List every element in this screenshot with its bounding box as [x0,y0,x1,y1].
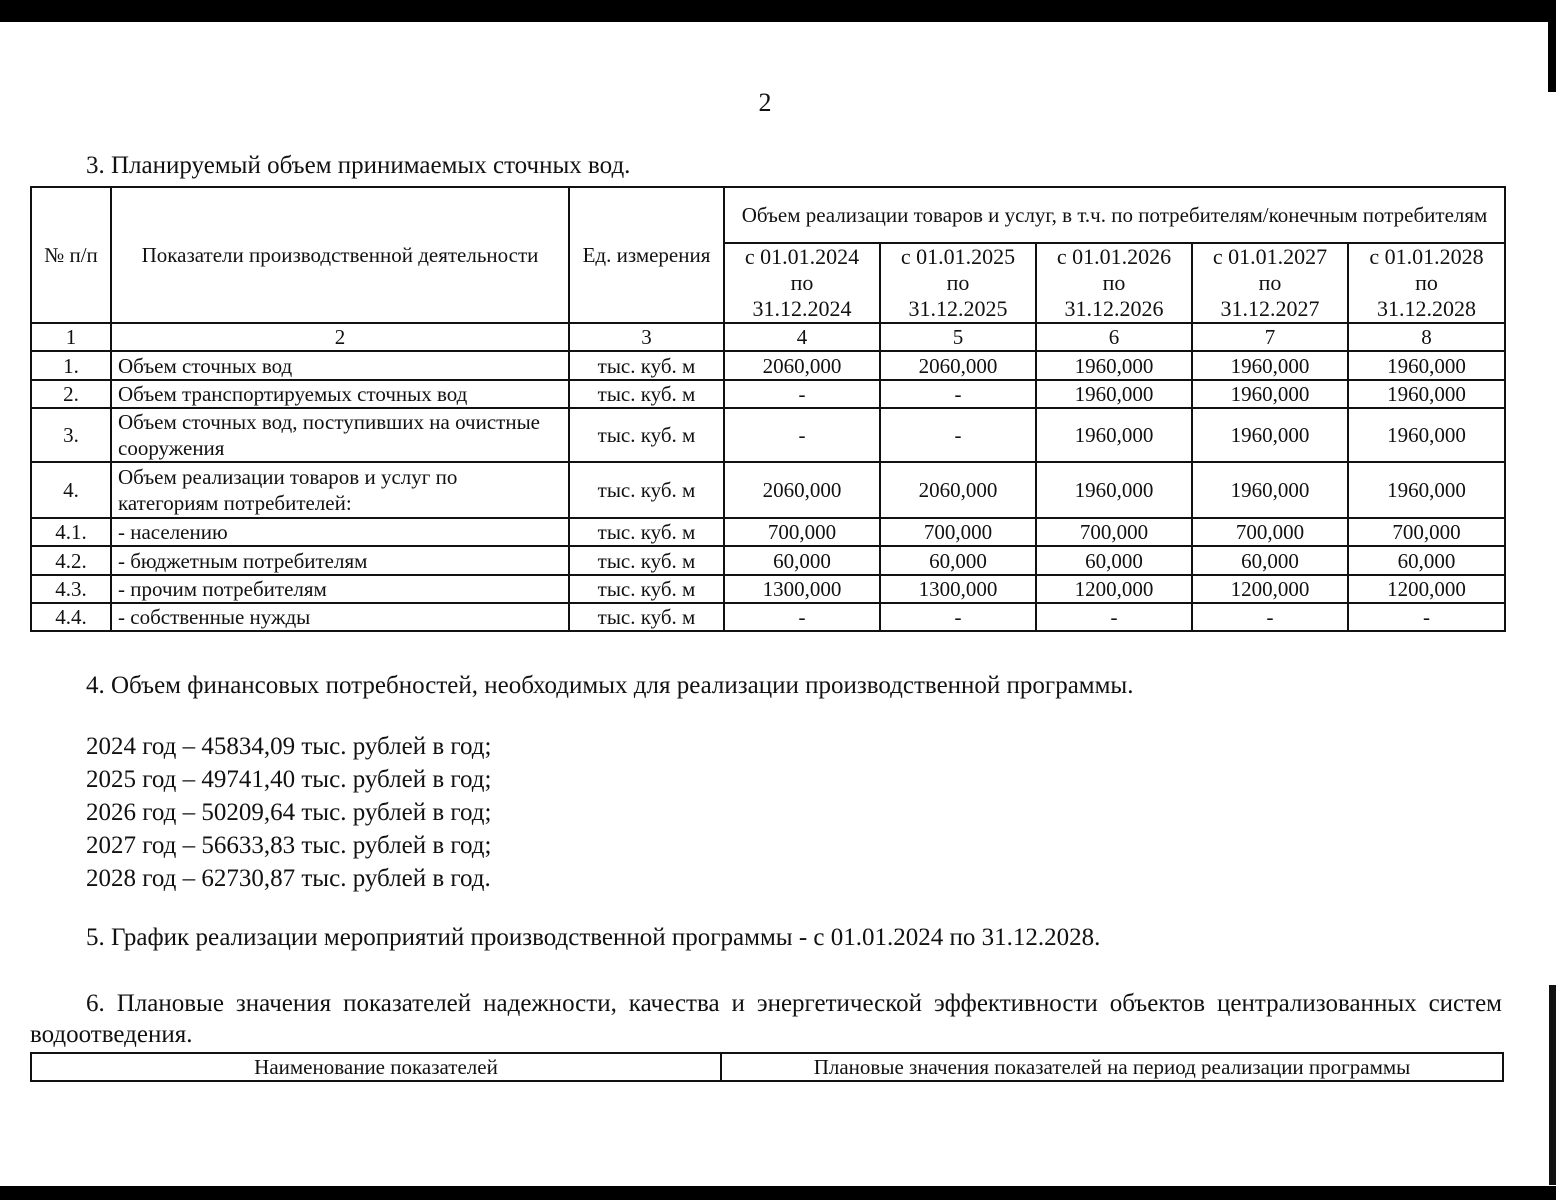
column-number: 7 [1192,323,1348,351]
row-value: 60,000 [1348,546,1505,575]
period-mid: по [1415,270,1438,295]
column-number: 1 [31,323,111,351]
col-header-number: № п/п [31,187,111,323]
row-value: - [724,603,880,631]
column-number: 6 [1036,323,1192,351]
row-number: 4.1. [31,518,111,546]
row-value: 60,000 [724,546,880,575]
scan-border-top [0,0,1556,22]
row-unit: тыс. куб. м [569,408,724,462]
column-number: 4 [724,323,880,351]
section-3-heading: 3. Планируемый объем принимаемых сточных вод. [86,152,631,179]
table-row [31,408,1505,462]
financial-need-item: 2025 год – 49741,40 тыс. рублей в год; [86,766,492,793]
table-row [31,380,1505,408]
row-value: 1960,000 [1348,462,1505,518]
period-from: с 01.01.2026 [1056,244,1172,269]
financial-needs-list [86,730,491,895]
scan-border-bottom [0,1186,1556,1200]
row-value: 1960,000 [1036,408,1192,462]
row-value: 700,000 [880,518,1036,546]
section-5-heading: 5. График реализации мероприятий производственной программы - с 01.01.2024 по 31.12.2028. [86,924,1101,951]
wastewater-volume-table [30,186,1506,632]
row-value: - [724,408,880,462]
row-value: 1200,000 [1192,575,1348,603]
row-value: 700,000 [1036,518,1192,546]
row-value: - [1192,603,1348,631]
col-header-group: Объем реализации товаров и услуг, в т.ч. по потребителям/конечным потребителям [724,187,1505,243]
row-indicator: - прочим потребителям [111,575,569,603]
row-value: 1300,000 [880,575,1036,603]
col-header-period [1348,243,1505,323]
row-unit: тыс. куб. м [569,518,724,546]
period-to: 31.12.2026 [1064,296,1164,321]
col-header-period [1192,243,1348,323]
period-from: с 01.01.2028 [1369,244,1484,269]
row-value: 2060,000 [880,351,1036,380]
row-value: 1960,000 [1348,351,1505,380]
row-indicator: - населению [111,518,569,546]
col-header-indicator-name: Наименование показателей [31,1053,721,1081]
row-unit: тыс. куб. м [569,575,724,603]
row-number: 4.4. [31,603,111,631]
row-indicator: - бюджетным потребителям [111,546,569,575]
period-mid: по [1102,270,1126,295]
scan-border-right [1548,22,1556,92]
row-value: - [1036,603,1192,631]
period-from: с 01.01.2024 [744,244,860,269]
table-row [31,575,1505,603]
row-value: 1960,000 [1036,380,1192,408]
table-row [31,518,1505,546]
row-value: 1200,000 [1036,575,1192,603]
period-mid: по [790,270,814,295]
period-mid: по [1258,270,1282,295]
col-header-period [880,243,1036,323]
row-value: 1960,000 [1348,380,1505,408]
row-value: 60,000 [1192,546,1348,575]
row-value: - [724,380,880,408]
row-value: - [880,380,1036,408]
row-number: 3. [31,408,111,462]
column-number: 2 [111,323,569,351]
row-value: - [880,603,1036,631]
row-indicator: Объем транспортируемых сточных вод [111,380,569,408]
table-row [31,603,1505,631]
row-value: 60,000 [880,546,1036,575]
row-value: 2060,000 [880,462,1036,518]
row-indicator: - собственные нужды [111,603,569,631]
financial-need-item: 2028 год – 62730,87 тыс. рублей в год. [86,865,491,892]
financial-need-item: 2027 год – 56633,83 тыс. рублей в год; [86,832,492,859]
period-mid: по [946,270,970,295]
row-number: 2. [31,380,111,408]
row-unit: тыс. куб. м [569,462,724,518]
row-value: 2060,000 [724,462,880,518]
row-value: 1300,000 [724,575,880,603]
row-value: - [1348,603,1505,631]
table-row [31,462,1505,518]
row-number: 4.2. [31,546,111,575]
period-from: с 01.01.2025 [900,244,1016,269]
row-value: 1200,000 [1348,575,1505,603]
row-value: 1960,000 [1192,462,1348,518]
row-value: 700,000 [1192,518,1348,546]
section-4-heading: 4. Объем финансовых потребностей, необходимых для реализации производственной программы. [86,672,1134,699]
row-unit: тыс. куб. м [569,546,724,575]
column-number: 3 [569,323,724,351]
row-value: 1960,000 [1036,462,1192,518]
row-value: - [880,408,1036,462]
col-header-indicator: Показатели производственной деятельности [111,187,569,323]
row-number: 4.3. [31,575,111,603]
financial-need-item: 2024 год – 45834,09 тыс. рублей в год; [86,733,492,760]
row-value: 1960,000 [1036,351,1192,380]
row-number: 4. [31,462,111,518]
row-value: 700,000 [724,518,880,546]
column-number: 5 [880,323,1036,351]
row-value: 1960,000 [1348,408,1505,462]
row-number: 1. [31,351,111,380]
table-row [31,546,1505,575]
period-to: 31.12.2024 [752,296,852,321]
table-row [31,351,1505,380]
financial-need-item: 2026 год – 50209,64 тыс. рублей в год; [86,799,492,826]
period-to: 31.12.2025 [908,296,1008,321]
page-number: 2 [758,88,772,117]
period-to: 31.12.2027 [1220,296,1320,321]
row-unit: тыс. куб. м [569,603,724,631]
col-header-period [724,243,880,323]
row-value: 1960,000 [1192,380,1348,408]
row-unit: тыс. куб. м [569,380,724,408]
row-value: 1960,000 [1192,351,1348,380]
col-header-period [1036,243,1192,323]
row-value: 700,000 [1348,518,1505,546]
period-to: 31.12.2028 [1377,296,1477,321]
row-unit: тыс. куб. м [569,351,724,380]
row-indicator: Объем реализации товаров и услуг по категориям потребителей: [111,462,569,518]
section-6-heading: 6. Плановые значения показателей надежности, качества и энергетической эффективности объектов централизованных систем водоотведения. [30,990,1502,1048]
col-header-planned-values: Плановые значения показателей на период реализации программы [721,1053,1503,1081]
period-from: с 01.01.2027 [1212,244,1328,269]
row-indicator: Объем сточных вод, поступивших на очистные сооружения [111,408,569,462]
reliability-indicators-table [30,1052,1504,1082]
row-value: 1960,000 [1192,408,1348,462]
scan-border-right-lower [1549,985,1556,1185]
column-number: 8 [1348,323,1505,351]
row-value: 60,000 [1036,546,1192,575]
row-value: 2060,000 [724,351,880,380]
row-indicator: Объем сточных вод [111,351,569,380]
col-header-unit: Ед. измерения [569,187,724,323]
